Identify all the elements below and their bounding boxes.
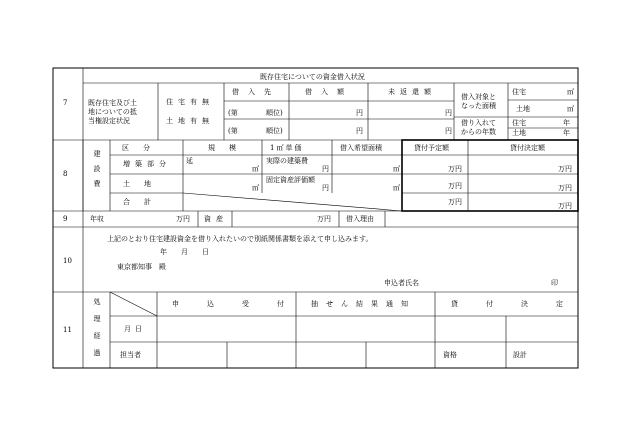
annual-income-label: 年収 bbox=[90, 215, 104, 223]
construction-cost-vertical-label: 建設費 bbox=[93, 150, 101, 195]
unpaid-amount-header: 未返還額 bbox=[388, 88, 436, 96]
years-house-label: 住宅 bbox=[512, 119, 526, 127]
years-land-unit: 年 bbox=[563, 129, 570, 137]
addressee-line: 東京都知事 殿 bbox=[117, 263, 166, 271]
application-date-line: 年 月 日 bbox=[160, 248, 209, 256]
planned-loan-header: 貸付予定額 bbox=[414, 144, 449, 152]
rank-open-1: (第 bbox=[228, 109, 238, 117]
rank-close-2: 順位) bbox=[266, 127, 283, 135]
assets-manyen-unit: 万円 bbox=[317, 215, 331, 223]
scale-header: 規模 bbox=[208, 144, 250, 152]
row7-left-label-3: 当権設定状況 bbox=[88, 117, 130, 125]
amount-yen-unit-1: 円 bbox=[356, 109, 363, 117]
land-area-sqm-unit: ㎡ bbox=[393, 184, 400, 192]
years-since-label-1: 借り入れて bbox=[461, 119, 496, 127]
loan-reason-label: 借入理由 bbox=[346, 215, 374, 223]
application-receipt-header: 申込受付 bbox=[172, 300, 312, 308]
rank-open-2: (第 bbox=[228, 127, 238, 135]
floor-area-sqm-unit: ㎡ bbox=[252, 165, 259, 173]
decided-loan-header: 貸付決定額 bbox=[510, 144, 545, 152]
application-statement: 上記のとおり住宅建設資金を借り入れたいので別紙関係書類を添えて申し込みます。 bbox=[107, 235, 373, 243]
decided-extension-manyen: 万円 bbox=[558, 165, 572, 173]
area-house-sqm-unit: ㎡ bbox=[567, 88, 574, 96]
floor-area-total-label: 延 bbox=[186, 157, 193, 165]
assets-label: 資産 bbox=[204, 215, 228, 223]
fixed-asset-yen-unit: 円 bbox=[322, 184, 329, 192]
lender-header: 借入先 bbox=[232, 88, 280, 96]
design-label: 設計 bbox=[513, 351, 527, 359]
target-area-label-2: なった面積 bbox=[461, 102, 496, 110]
years-house-unit: 年 bbox=[563, 119, 570, 127]
planned-total-manyen: 万円 bbox=[448, 198, 462, 206]
land-label: 土地 bbox=[123, 180, 165, 188]
decided-total-manyen: 万円 bbox=[558, 202, 572, 210]
area-house-label: 住宅 bbox=[512, 88, 526, 96]
month-day-label: 月日 bbox=[124, 325, 146, 333]
qualification-label: 資格 bbox=[443, 351, 457, 359]
desired-area-header: 借入希望面積 bbox=[340, 144, 382, 152]
category-header: 区分 bbox=[122, 144, 164, 152]
unpaid-yen-unit-1: 円 bbox=[445, 109, 452, 117]
loan-decision-header: 貸付決定 bbox=[451, 300, 591, 308]
lottery-result-header: 抽せん結果通知 bbox=[311, 300, 416, 308]
actual-cost-yen-unit: 円 bbox=[322, 165, 329, 173]
row7-number: 7 bbox=[63, 99, 68, 107]
processing-history-vertical-label: 処理経過 bbox=[93, 298, 101, 366]
income-manyen-unit: 万円 bbox=[176, 215, 190, 223]
rank-close-1: 順位) bbox=[266, 109, 283, 117]
row7-title: 既存住宅についての資金借入状況 bbox=[260, 73, 365, 81]
row11-number: 11 bbox=[63, 326, 72, 334]
house-ownership-label: 住宅有無 bbox=[166, 98, 214, 106]
row7-left-label-2: 地についての抵 bbox=[88, 108, 137, 116]
total-label: 合計 bbox=[123, 198, 165, 206]
years-since-label-2: からの年数 bbox=[461, 128, 496, 136]
row7-left-label-1: 既存住宅及び土 bbox=[88, 99, 137, 107]
row10-number: 10 bbox=[63, 257, 72, 265]
extension-part-label: 増築部分 bbox=[123, 160, 171, 168]
loan-amount-header: 借入額 bbox=[305, 88, 353, 96]
years-land-label: 土地 bbox=[512, 129, 526, 137]
row8-number: 8 bbox=[63, 170, 68, 178]
seal-mark: 印 bbox=[551, 279, 558, 287]
target-area-label-1: 借入対象と bbox=[461, 93, 496, 101]
land-ownership-label: 土地有無 bbox=[166, 117, 214, 125]
applicant-name-label: 申込者氏名 bbox=[384, 279, 419, 287]
area-land-sqm-unit: ㎡ bbox=[567, 105, 574, 113]
decided-land-manyen: 万円 bbox=[558, 184, 572, 192]
planned-land-manyen: 万円 bbox=[448, 182, 462, 190]
planned-extension-manyen: 万円 bbox=[448, 165, 462, 173]
fixed-asset-value-label: 固定資産評価額 bbox=[266, 176, 315, 184]
unit-price-header: 1㎡単価 bbox=[270, 144, 304, 152]
unpaid-yen-unit-2: 円 bbox=[445, 127, 452, 135]
person-in-charge-label: 担当者 bbox=[120, 351, 141, 359]
amount-yen-unit-2: 円 bbox=[356, 127, 363, 135]
actual-cost-label: 実際の建築費 bbox=[266, 157, 308, 165]
extension-area-sqm-unit: ㎡ bbox=[393, 165, 400, 173]
land-scale-sqm-unit: ㎡ bbox=[252, 184, 259, 192]
area-land-label: 土地 bbox=[516, 105, 530, 113]
row9-number: 9 bbox=[63, 215, 68, 223]
